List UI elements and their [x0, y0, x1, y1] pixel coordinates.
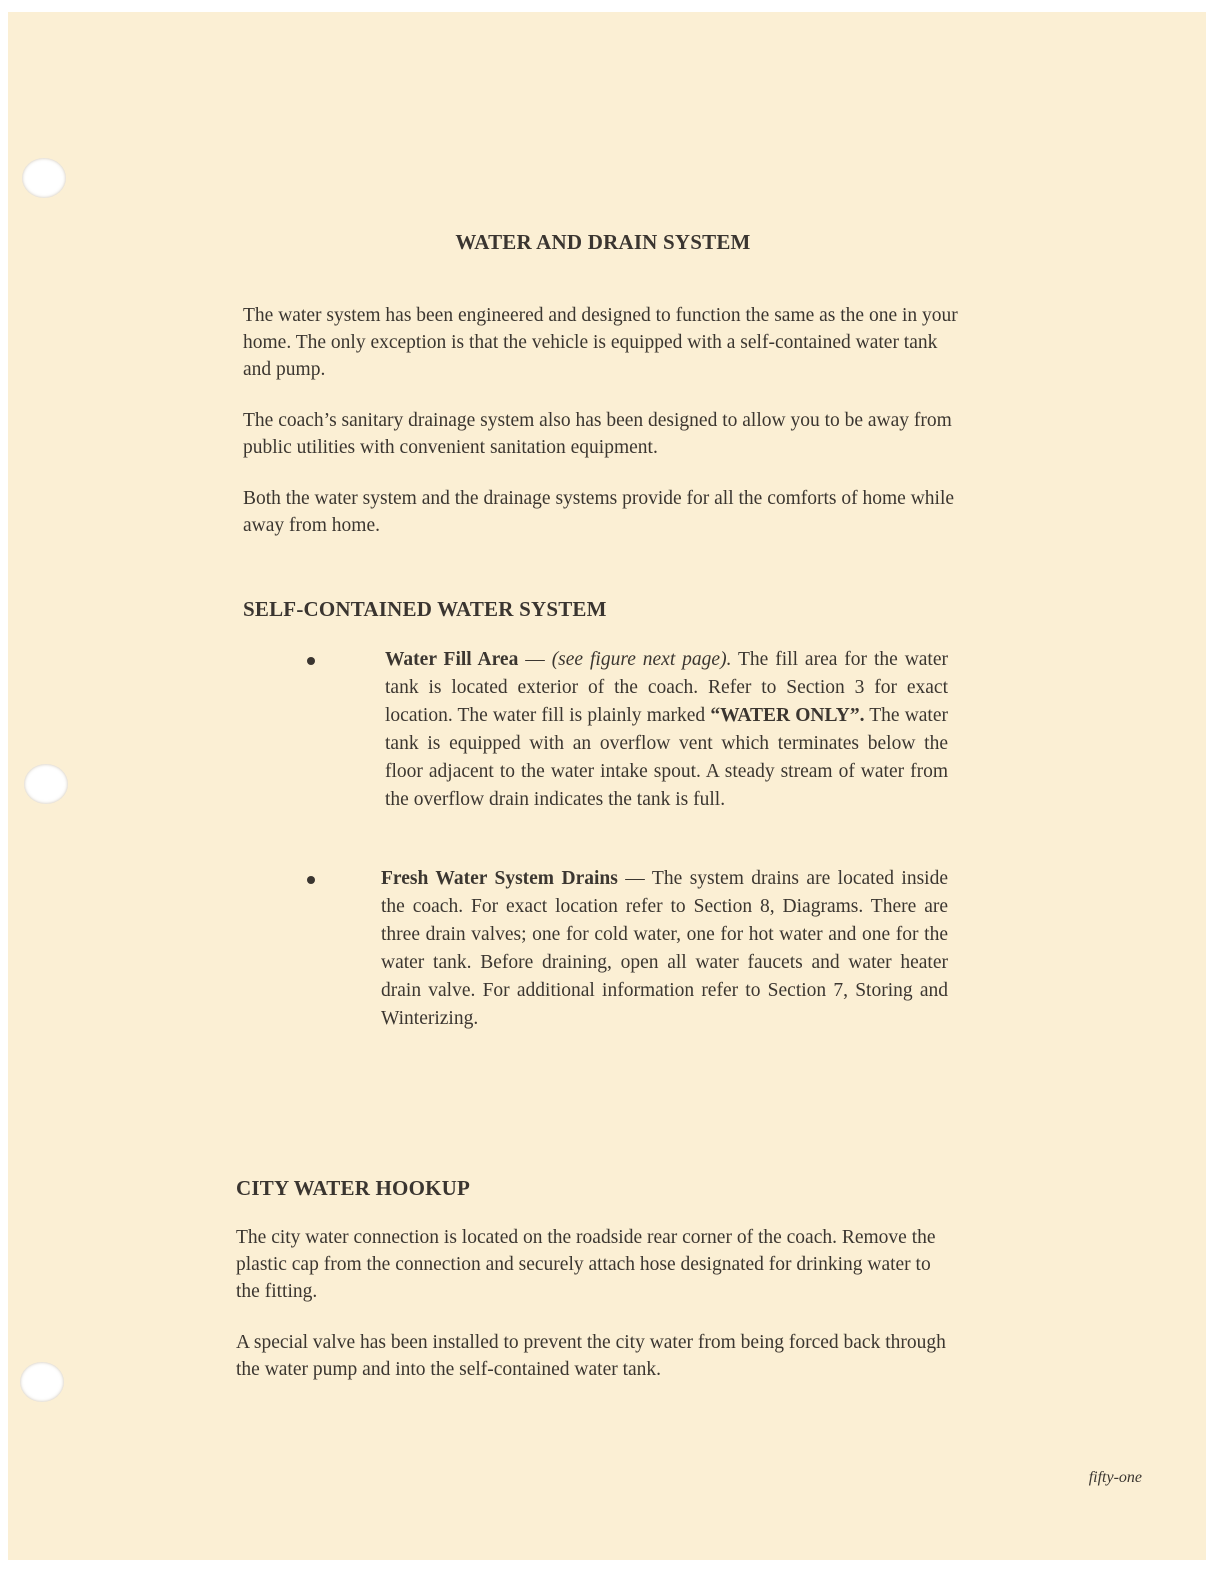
binder-hole-middle: [24, 764, 68, 804]
bullet-1-title: Water Fill Area: [385, 649, 519, 670]
intro-paragraph-3: Both the water system and the drainage systems provide for all the comforts of home while away from home.: [243, 488, 955, 536]
bullet-2-title: Fresh Water System Drains: [381, 868, 618, 889]
bullet-1-dash: —: [518, 649, 552, 670]
city-water-paragraph-2: A special valve has been installed to prevent the city water from being forced back through the water pump and into the self-contained water tank.: [236, 1332, 946, 1380]
intro-paragraph-1: The water system has been engineered and designed to function the same as the one in your home. The only exception is that the vehicle is equipped with a self-contained water tank and pump.: [243, 305, 958, 380]
page-title: WATER AND DRAIN SYSTEM: [455, 230, 751, 254]
bullet-2-dot: [307, 876, 315, 884]
bullet-fresh-water-drains: [381, 865, 948, 1033]
bullet-water-fill-area: [385, 646, 948, 814]
intro-paragraph-2: The coach’s sanitary drainage system also has been designed to allow you to be away from public utilities with convenient sanitation equipment.: [243, 410, 952, 458]
bullet-2-text: The system drains are located inside the coach. For exact location refer to Section 8, Diagrams. There are three drain valves; one for cold water, one for hot water and one for the water tank. Before draining, open all water faucets and water heater drain valve. For additional information refer to Section 7, Storing and Winterizing.: [381, 868, 949, 1029]
binder-hole-bottom: [20, 1362, 64, 1402]
bullet-1-dot: [307, 657, 315, 665]
document-page: [8, 12, 1206, 1560]
bullet-2-dash: —: [617, 868, 652, 889]
self-contained-heading: SELF-CONTAINED WATER SYSTEM: [243, 597, 607, 621]
city-water-heading: CITY WATER HOOKUP: [236, 1176, 471, 1200]
page-number-label: fifty-one: [1088, 1469, 1142, 1486]
city-water-paragraph-1: The city water connection is located on the roadside rear corner of the coach. Remove the plastic cap from the connection and securely attach hose designated for drinking water to the fitting.: [236, 1227, 936, 1302]
bullet-1-text-a: The fill area for the water tank is located exterior of the coach. Refer to Section 3 for exact location. The water fill is plainly marked: [385, 649, 948, 726]
binder-hole-top: [22, 158, 66, 198]
bullet-1-text-b: The water tank is equipped with an overflow vent which terminates below the floor adjacent to the water intake spout. A steady stream of water from the overflow drain indicates the tank is full.: [385, 705, 948, 810]
bullet-1-water-only: “WATER ONLY”.: [710, 705, 865, 726]
bullet-1-figure-ref: (see figure next page).: [551, 649, 732, 670]
